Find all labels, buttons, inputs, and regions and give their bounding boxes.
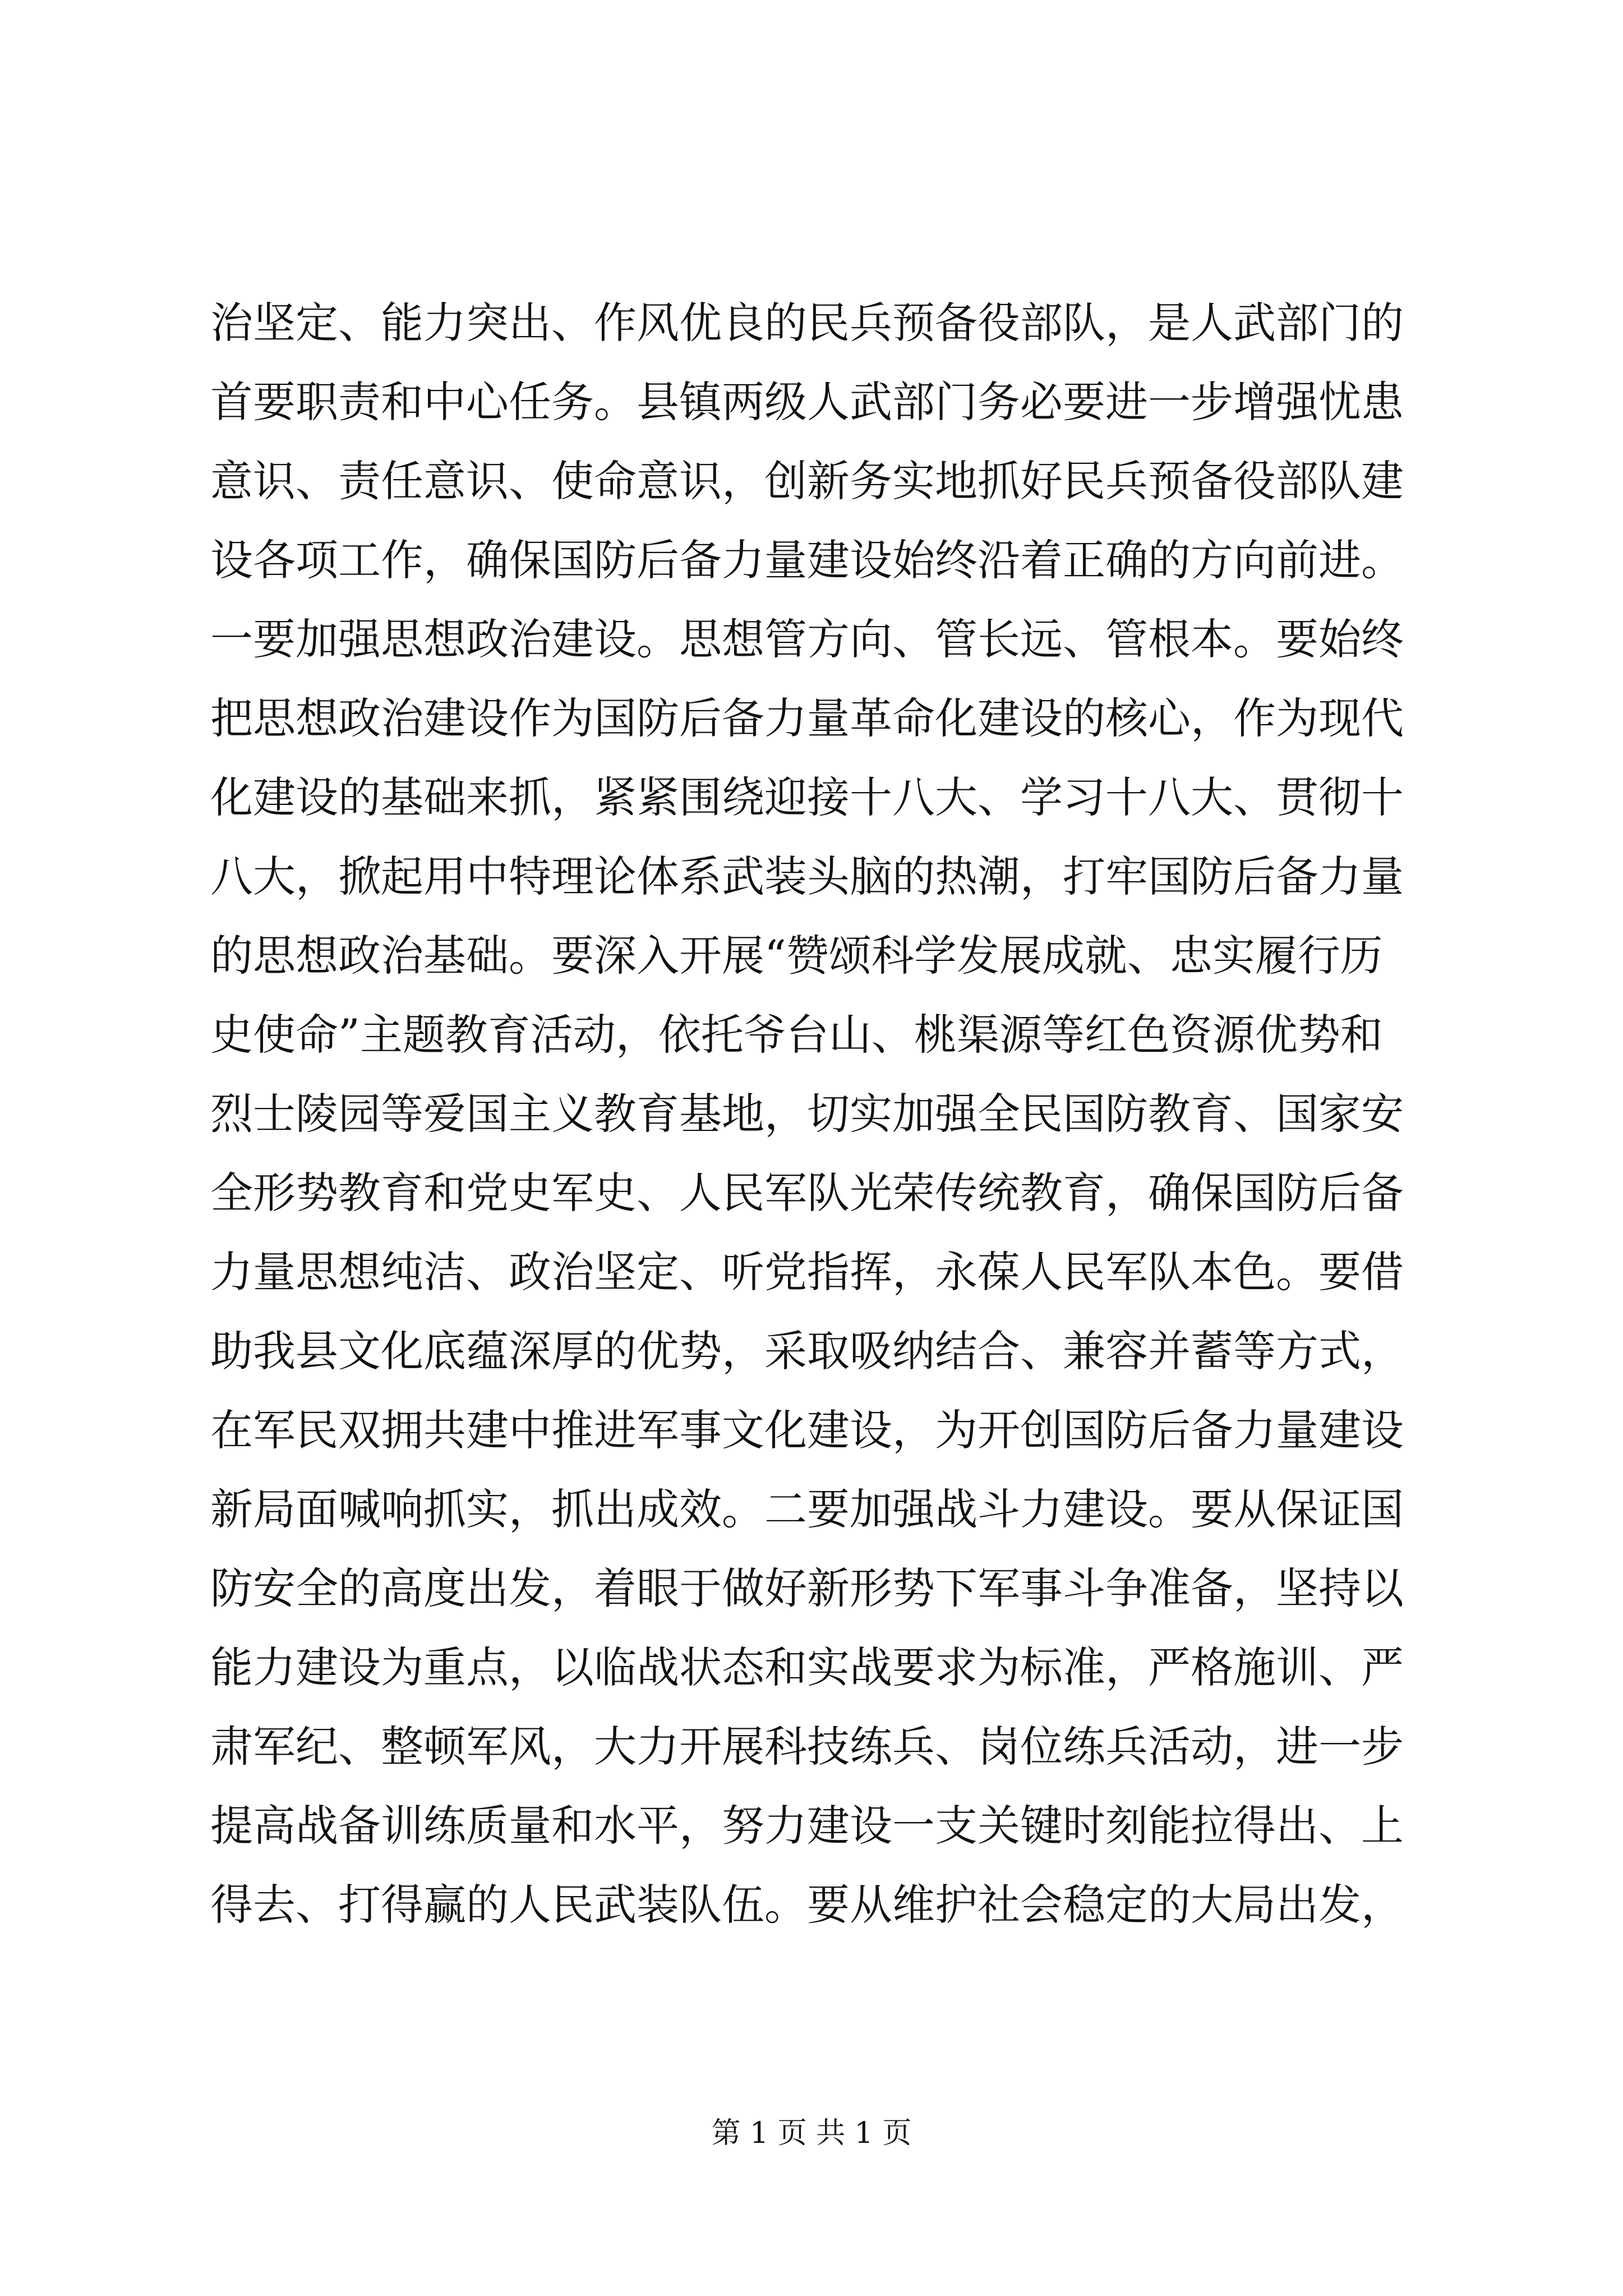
text-line: 肃军纪、整顿军风，大力开展科技练兵、岗位练兵活动，进一步 bbox=[210, 1722, 1404, 1772]
text-line: 全形势教育和党史军史、人民军队光荣传统教育，确保国防后备 bbox=[210, 1168, 1404, 1218]
text-line: 设各项工作，确保国防后备力量建设始终沿着正确的方向前进。 bbox=[210, 535, 1404, 585]
body-text bbox=[210, 283, 1433, 1944]
text-line: 在军民双拥共建中推进军事文化建设，为开创国防后备力量建设 bbox=[210, 1405, 1404, 1455]
text-line: 的思想政治基础。要深入开展“赞颂科学发展成就、忠实履行历 bbox=[210, 931, 1383, 981]
text-line: 化建设的基础来抓，紧紧围绕迎接十八大、学习十八大、贯彻十 bbox=[210, 772, 1404, 822]
text-line: 治坚定、能力突出、作风优良的民兵预备役部队，是人武部门的 bbox=[210, 298, 1404, 348]
text-line: 首要职责和中心任务。县镇两级人武部门务必要进一步增强忧患 bbox=[210, 377, 1404, 427]
text-line: 提高战备训练质量和水平，努力建设一支关键时刻能拉得出、上 bbox=[210, 1801, 1404, 1851]
text-line: 助我县文化底蕴深厚的优势，采取吸纳结合、兼容并蓄等方式， bbox=[210, 1326, 1404, 1376]
text-line: 一要加强思想政治建设。思想管方向、管长远、管根本。要始终 bbox=[210, 614, 1404, 664]
text-line: 烈士陵园等爱国主义教育基地，切实加强全民国防教育、国家安 bbox=[210, 1089, 1404, 1139]
text-line: 八大，掀起用中特理论体系武装头脑的热潮，打牢国防后备力量 bbox=[210, 852, 1404, 901]
text-line: 防安全的高度出发，着眼于做好新形势下军事斗争准备，坚持以 bbox=[210, 1563, 1404, 1613]
text-line: 能力建设为重点，以临战状态和实战要求为标准，严格施训、严 bbox=[210, 1642, 1404, 1692]
text-line: 把思想政治建设作为国防后备力量革命化建设的核心，作为现代 bbox=[210, 693, 1404, 743]
text-line: 史使命”主题教育活动，依托爷台山、桃渠源等红色资源优势和 bbox=[210, 1010, 1383, 1060]
page-number-footer: 第 1 页 共 1 页 bbox=[711, 2116, 912, 2150]
text-line: 力量思想纯洁、政治坚定、听党指挥，永葆人民军队本色。要借 bbox=[210, 1247, 1404, 1297]
text-line: 新局面喊响抓实，抓出成效。二要加强战斗力建设。要从保证国 bbox=[210, 1484, 1404, 1534]
text-line: 得去、打得赢的人民武装队伍。要从维护社会稳定的大局出发， bbox=[210, 1880, 1404, 1930]
text-line: 意识、责任意识、使命意识，创新务实地抓好民兵预备役部队建 bbox=[210, 456, 1404, 506]
